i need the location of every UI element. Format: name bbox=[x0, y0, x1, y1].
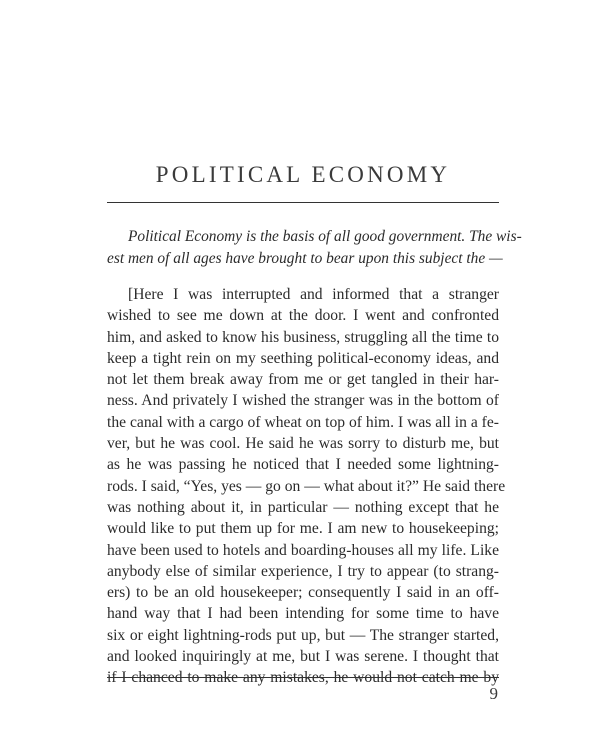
body-line: hand way that I had been intending for some time to have bbox=[107, 605, 499, 623]
body-line: anybody else of similar experience, I try to appear (to strang- bbox=[107, 562, 499, 580]
intro-paragraph bbox=[107, 226, 522, 270]
body-line: ness. And privately I wished the stranger was in the bottom of bbox=[107, 392, 499, 410]
body-line: was nothing about it, in particular — nothing except that he bbox=[107, 498, 499, 516]
body-line: rods. I said, “Yes, yes — go on — what about it?” He said there bbox=[107, 477, 506, 495]
title-divider bbox=[107, 202, 499, 203]
intro-line: Political Economy is the basis of all good government. The wis- bbox=[128, 228, 522, 245]
body-line: keep a tight rein on my seething political-economy ideas, and bbox=[107, 349, 499, 367]
body-line: and looked inquiringly at me, but I was serene. I thought that bbox=[107, 648, 499, 666]
body-line: if I chanced to make any mistakes, he would not catch me by bbox=[107, 669, 499, 687]
footer-divider bbox=[107, 677, 499, 678]
body-line: him, and asked to know his business, struggling all the time to bbox=[107, 328, 499, 346]
intro-line: est men of all ages have brought to bear upon this subject the — bbox=[107, 250, 503, 267]
body-line: would like to put them up for me. I am new to housekeeping; bbox=[107, 520, 499, 538]
body-line: wished to see me down at the door. I went and confronted bbox=[107, 307, 499, 325]
chapter-title: POLITICAL ECONOMY bbox=[155, 162, 451, 187]
body-paragraph bbox=[107, 284, 506, 689]
body-line: ers) to be an old housekeeper; consequently I said in an off- bbox=[107, 584, 499, 602]
page-number: 9 bbox=[489, 684, 498, 703]
body-line: [Here I was interrupted and informed that a stranger bbox=[128, 286, 499, 303]
body-line: six or eight lightning-rods put up, but — The stranger started, bbox=[107, 626, 499, 644]
body-line: not let them break away from me or get tangled in their har- bbox=[107, 371, 499, 389]
body-line: as he was passing he noticed that I needed some lightning- bbox=[107, 456, 499, 474]
body-line: have been used to hotels and boarding-houses all my life. Like bbox=[107, 541, 499, 559]
body-line: the canal with a cargo of wheat on top of him. I was all in a fe- bbox=[107, 413, 499, 431]
body-line: ver, but he was cool. He said he was sorry to disturb me, but bbox=[107, 435, 499, 453]
